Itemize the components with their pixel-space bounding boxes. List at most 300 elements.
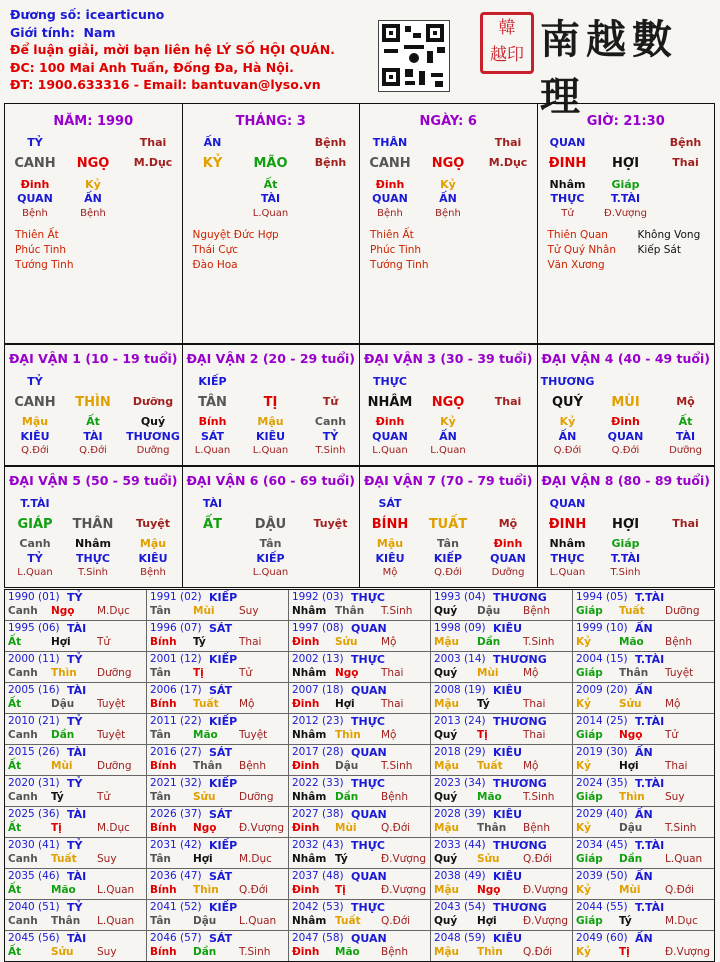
year-god: KIÊU bbox=[493, 932, 523, 945]
year-state: Bệnh bbox=[665, 636, 692, 648]
pillar-value: NGỌ bbox=[76, 156, 110, 171]
year-stem: Bính bbox=[150, 884, 177, 896]
year-branch: Dậu bbox=[335, 760, 359, 772]
year-cell[interactable] bbox=[147, 621, 289, 651]
year-cell[interactable] bbox=[5, 745, 147, 775]
year-label: 2031 (42) bbox=[150, 839, 202, 851]
gender: Giới tính: Nam bbox=[10, 24, 116, 40]
year-god: THỰC bbox=[351, 591, 385, 604]
year-stem: Nhâm bbox=[292, 729, 327, 741]
pillar-value: Tử bbox=[561, 208, 574, 219]
year-stem: Mậu bbox=[434, 698, 460, 710]
year-cell[interactable] bbox=[5, 683, 147, 713]
year-state: Q.Đới bbox=[665, 884, 695, 896]
year-stem: Giáp bbox=[576, 605, 603, 617]
year-branch: Tý bbox=[51, 791, 64, 803]
year-stem: Giáp bbox=[576, 915, 603, 927]
year-god: QUAN bbox=[351, 622, 387, 635]
dai-van-god: T.TÀI bbox=[20, 497, 50, 510]
year-cell[interactable] bbox=[5, 776, 147, 806]
year-cell[interactable] bbox=[147, 931, 289, 961]
year-branch: Tuất bbox=[477, 760, 503, 772]
dai-van-value: L.Quan bbox=[252, 567, 289, 578]
pillar-title: THÁNG: 3 bbox=[235, 114, 306, 129]
dai-van-value: Kỷ bbox=[559, 415, 576, 428]
year-branch: Tị bbox=[619, 946, 630, 958]
dai-van-title: ĐẠI VẬN 3 (30 - 39 tuổi) bbox=[363, 351, 533, 366]
year-stem: Canh bbox=[8, 667, 38, 679]
dai-van-value: Q.Đới bbox=[611, 445, 640, 456]
year-label: 2020 (31) bbox=[8, 777, 60, 789]
year-cell[interactable] bbox=[431, 900, 573, 930]
year-state: Tử bbox=[665, 729, 679, 741]
dai-van-title: ĐẠI VẬN 6 (60 - 69 tuổi) bbox=[186, 473, 356, 488]
year-state: Suy bbox=[665, 791, 685, 803]
year-cell[interactable] bbox=[573, 869, 714, 899]
year-state: Q.Đới bbox=[239, 884, 269, 896]
year-branch: Hợi bbox=[335, 698, 355, 710]
year-label: 2001 (12) bbox=[150, 653, 202, 665]
extra-star: Không Vong bbox=[637, 229, 701, 241]
year-label: 2046 (57) bbox=[150, 932, 202, 944]
year-cell[interactable] bbox=[5, 714, 147, 744]
year-branch: Mùi bbox=[477, 667, 499, 679]
year-cell[interactable] bbox=[289, 776, 431, 806]
seal-stamp-icon: 韓 越印 bbox=[480, 12, 534, 74]
phone-email: ĐT: 1900.633316 - Email: bantuvan@lyso.vn bbox=[10, 77, 321, 92]
year-cell[interactable] bbox=[431, 590, 573, 620]
pillar-cell bbox=[5, 104, 183, 343]
year-stem: Đinh bbox=[292, 946, 320, 958]
year-label: 2041 (52) bbox=[150, 901, 202, 913]
year-cell[interactable] bbox=[573, 838, 714, 868]
year-branch: Dậu bbox=[51, 698, 75, 710]
year-label: 2016 (27) bbox=[150, 746, 202, 758]
year-cell[interactable] bbox=[431, 745, 573, 775]
year-state: T.Sinh bbox=[239, 946, 271, 958]
year-cell[interactable] bbox=[5, 807, 147, 837]
year-label: 2018 (29) bbox=[434, 746, 486, 758]
year-label: 2039 (50) bbox=[576, 870, 628, 882]
year-cell[interactable] bbox=[431, 807, 573, 837]
extra-star: Thiên Ất bbox=[15, 229, 59, 241]
pillar-value: Bệnh bbox=[377, 208, 403, 219]
year-cell[interactable] bbox=[289, 652, 431, 682]
year-state: Q.Đới bbox=[523, 853, 553, 865]
year-state: T.Sinh bbox=[523, 636, 555, 648]
dai-van-title: ĐẠI VẬN 5 (50 - 59 tuổi) bbox=[8, 473, 178, 488]
year-cell[interactable] bbox=[431, 621, 573, 651]
year-label: 2025 (36) bbox=[8, 808, 60, 820]
dai-van-value: Bính bbox=[198, 415, 227, 428]
dai-van-value: QUAN bbox=[490, 552, 526, 565]
pillar-title: NGÀY: 6 bbox=[419, 114, 477, 129]
year-label: 2002 (13) bbox=[292, 653, 344, 665]
year-god: TỶ bbox=[67, 901, 83, 914]
year-god: THỰC bbox=[351, 715, 385, 728]
year-label: 2043 (54) bbox=[434, 901, 486, 913]
dai-van-value: Tân bbox=[437, 537, 459, 550]
year-stem: Canh bbox=[8, 915, 38, 927]
year-state: Q.Đới bbox=[523, 946, 553, 958]
year-cell[interactable] bbox=[431, 838, 573, 868]
year-state: Đ.Vượng bbox=[665, 946, 711, 958]
dai-van-value: ẤN bbox=[558, 430, 577, 443]
pillar-extras bbox=[548, 228, 616, 273]
pillar-extras bbox=[370, 228, 428, 273]
year-state: Thai bbox=[381, 698, 404, 710]
dai-van-title: ĐẠI VẬN 7 (70 - 79 tuổi) bbox=[363, 473, 533, 488]
dai-van-value: Mậu bbox=[257, 415, 284, 428]
dai-van-value: KIÊU bbox=[375, 552, 405, 565]
year-branch: Mão bbox=[477, 791, 502, 803]
year-god: T.TÀI bbox=[635, 901, 665, 914]
year-state: T.Sinh bbox=[523, 791, 555, 803]
year-stem: Ất bbox=[8, 698, 22, 710]
pillar-value: Giáp bbox=[611, 178, 640, 191]
year-cell[interactable] bbox=[431, 776, 573, 806]
dai-van-value: Nhâm bbox=[549, 537, 586, 550]
year-state: Bệnh bbox=[239, 760, 266, 772]
year-stem: Ất bbox=[8, 822, 22, 834]
year-cell[interactable] bbox=[147, 776, 289, 806]
dai-van-value: Q.Đới bbox=[434, 567, 462, 578]
year-cell[interactable] bbox=[147, 652, 289, 682]
year-state: Tuyệt bbox=[239, 729, 268, 741]
year-god: ẤN bbox=[635, 808, 653, 821]
year-stem: Bính bbox=[150, 698, 177, 710]
dai-van-god: SÁT bbox=[378, 497, 402, 510]
year-label: 2006 (17) bbox=[150, 684, 202, 696]
year-branch: Dậu bbox=[477, 605, 501, 617]
extra-star: Tử Quý Nhân bbox=[547, 244, 616, 256]
pillar-value: QUAN bbox=[372, 192, 408, 205]
year-cell[interactable] bbox=[147, 838, 289, 868]
pillar-value: QUAN bbox=[549, 136, 586, 149]
pillar-cell bbox=[360, 104, 538, 343]
year-state: L.Quan bbox=[665, 853, 703, 865]
pillar-value: ĐINH bbox=[548, 156, 587, 171]
year-stem: Đinh bbox=[292, 884, 320, 896]
year-state: Tuyệt bbox=[97, 698, 126, 710]
year-cell[interactable] bbox=[573, 714, 714, 744]
year-state: Suy bbox=[97, 853, 117, 865]
dai-van-value: QUAN bbox=[607, 430, 644, 443]
dai-van-value: Thai bbox=[494, 395, 522, 408]
year-cell[interactable] bbox=[5, 652, 147, 682]
year-cell[interactable] bbox=[147, 714, 289, 744]
pillar-value: Bệnh bbox=[669, 136, 702, 149]
year-god: KIÊU bbox=[493, 870, 523, 883]
dai-van-value: KIẾP bbox=[256, 552, 285, 565]
year-branch: Tý bbox=[477, 698, 490, 710]
dai-van-row bbox=[4, 466, 715, 588]
year-stem: Tân bbox=[150, 915, 171, 927]
year-cell[interactable] bbox=[147, 683, 289, 713]
year-state: Dưỡng bbox=[665, 605, 700, 617]
year-cell[interactable] bbox=[431, 683, 573, 713]
pillar-cell bbox=[183, 104, 361, 343]
year-god: TÀI bbox=[67, 622, 87, 635]
year-god: THỰC bbox=[351, 839, 385, 852]
dai-van-god: KIẾP bbox=[198, 375, 227, 388]
dai-van-value: Dưỡng bbox=[491, 567, 525, 578]
dai-van-cell bbox=[183, 467, 361, 587]
year-state: Bệnh bbox=[381, 791, 408, 803]
dai-van-value: Giáp bbox=[611, 537, 640, 550]
year-cell[interactable] bbox=[147, 900, 289, 930]
dai-van-cell bbox=[360, 345, 538, 465]
year-cell[interactable] bbox=[573, 652, 714, 682]
year-state: L.Quan bbox=[97, 884, 135, 896]
pillar-value: Thai bbox=[139, 136, 167, 149]
year-cell[interactable] bbox=[431, 714, 573, 744]
year-branch: Thân bbox=[335, 605, 365, 617]
dai-van-cell bbox=[360, 467, 538, 587]
pillar-value: M.Dục bbox=[488, 156, 528, 169]
dai-van-value: Mộ bbox=[676, 395, 695, 408]
qr-code-icon[interactable] bbox=[378, 20, 450, 92]
year-state: Tuyệt bbox=[97, 729, 126, 741]
year-god: THỰC bbox=[351, 653, 385, 666]
year-branch: Thân bbox=[51, 915, 81, 927]
year-cell[interactable] bbox=[289, 621, 431, 651]
year-label: 2007 (18) bbox=[292, 684, 344, 696]
year-label: 2026 (37) bbox=[150, 808, 202, 820]
pillar-value: Nhâm bbox=[549, 178, 586, 191]
pillar-value: Ất bbox=[263, 178, 278, 191]
year-state: Bệnh bbox=[523, 822, 550, 834]
year-label: 2024 (35) bbox=[576, 777, 628, 789]
year-cell[interactable] bbox=[573, 900, 714, 930]
year-cell[interactable] bbox=[147, 590, 289, 620]
year-god: THƯƠNG bbox=[493, 839, 547, 852]
year-label: 2027 (38) bbox=[292, 808, 344, 820]
dai-van-value: GIÁP bbox=[17, 517, 53, 532]
year-cell[interactable] bbox=[289, 714, 431, 744]
year-branch: Tý bbox=[193, 636, 206, 648]
year-stem: Ất bbox=[8, 884, 22, 896]
pillar-value: Kỷ bbox=[85, 178, 101, 191]
year-god: ẤN bbox=[635, 870, 653, 883]
table-row bbox=[5, 807, 714, 838]
extra-star: Thiên Quan bbox=[547, 229, 608, 241]
year-stem: Mậu bbox=[434, 760, 460, 772]
year-label: 2044 (55) bbox=[576, 901, 628, 913]
year-stem: Đinh bbox=[292, 822, 320, 834]
year-branch: Ngọ bbox=[477, 884, 501, 896]
year-god: THƯƠNG bbox=[493, 653, 547, 666]
year-stem: Kỷ bbox=[576, 822, 591, 834]
year-label: 2035 (46) bbox=[8, 870, 60, 882]
dai-van-cell bbox=[538, 467, 715, 587]
dai-van-god: THỰC bbox=[373, 375, 407, 388]
year-cell[interactable] bbox=[147, 869, 289, 899]
year-god: THƯƠNG bbox=[493, 591, 547, 604]
year-cell[interactable] bbox=[573, 745, 714, 775]
year-branch: Tị bbox=[193, 667, 204, 679]
year-stem: Kỷ bbox=[576, 698, 591, 710]
year-cell[interactable] bbox=[289, 745, 431, 775]
year-stem: Quý bbox=[434, 729, 458, 741]
year-stem: Mậu bbox=[434, 822, 460, 834]
year-god: SÁT bbox=[209, 746, 233, 759]
year-god: KIẾP bbox=[209, 653, 238, 666]
dai-van-value: Mộ bbox=[498, 517, 518, 530]
year-branch: Sửu bbox=[335, 636, 358, 648]
year-label: 2017 (28) bbox=[292, 746, 344, 758]
year-cell[interactable] bbox=[289, 869, 431, 899]
dai-van-value: ẤN bbox=[439, 430, 457, 443]
dai-van-value: T.Sinh bbox=[315, 445, 346, 456]
year-branch: Ngọ bbox=[193, 822, 217, 834]
year-cell[interactable] bbox=[431, 869, 573, 899]
year-cell[interactable] bbox=[5, 621, 147, 651]
dai-van-title: ĐẠI VẬN 2 (20 - 29 tuổi) bbox=[186, 351, 356, 366]
year-cell[interactable] bbox=[573, 590, 714, 620]
pillar-title: NĂM: 1990 bbox=[53, 114, 134, 129]
year-cell[interactable] bbox=[573, 776, 714, 806]
year-cell[interactable] bbox=[289, 838, 431, 868]
year-state: Đ.Vượng bbox=[523, 884, 569, 896]
pillar-value: HỢI bbox=[611, 156, 640, 171]
dai-van-value: TUẤT bbox=[428, 517, 468, 532]
year-cell[interactable] bbox=[5, 869, 147, 899]
year-god: THỰC bbox=[351, 901, 385, 914]
year-stem: Canh bbox=[8, 605, 38, 617]
dai-van-god: THƯƠNG bbox=[540, 375, 595, 388]
year-cell[interactable] bbox=[573, 931, 714, 961]
year-stem: Nhâm bbox=[292, 853, 327, 865]
year-branch: Thân bbox=[477, 822, 507, 834]
year-branch: Tuất bbox=[619, 605, 645, 617]
year-cell[interactable] bbox=[5, 590, 147, 620]
year-state: Tử bbox=[97, 791, 111, 803]
year-cell[interactable] bbox=[573, 621, 714, 651]
year-stem: Nhâm bbox=[292, 791, 327, 803]
year-cell[interactable] bbox=[289, 931, 431, 961]
pillar-value: Bệnh bbox=[22, 208, 48, 219]
year-branch: Mão bbox=[51, 884, 76, 896]
year-god: QUAN bbox=[351, 932, 387, 945]
year-label: 2003 (14) bbox=[434, 653, 486, 665]
pillar-title: GIỜ: 21:30 bbox=[586, 114, 665, 129]
year-branch: Tý bbox=[619, 915, 632, 927]
year-cell[interactable] bbox=[147, 745, 289, 775]
pillar-cell bbox=[538, 104, 715, 343]
year-god: KIÊU bbox=[493, 746, 523, 759]
year-cell[interactable] bbox=[289, 807, 431, 837]
year-god: QUAN bbox=[351, 808, 387, 821]
dai-van-value: QUAN bbox=[372, 430, 408, 443]
year-state: Thai bbox=[381, 667, 404, 679]
pillar-value: T.TÀI bbox=[610, 192, 641, 205]
dai-van-value: Kỷ bbox=[440, 415, 456, 428]
pillar-value: CANH bbox=[369, 156, 411, 171]
year-state: Mộ bbox=[523, 760, 539, 772]
dai-van-value: Tuyệt bbox=[135, 517, 170, 530]
year-state: T.Sinh bbox=[665, 822, 697, 834]
dai-van-value: Dưỡng bbox=[669, 445, 702, 456]
owner-name: Đương số: icearticuno bbox=[10, 7, 165, 22]
year-label: 2022 (33) bbox=[292, 777, 344, 789]
year-cell[interactable] bbox=[5, 838, 147, 868]
dai-van-value: THƯƠNG bbox=[126, 430, 180, 443]
year-label: 2042 (53) bbox=[292, 901, 344, 913]
dai-van-value: KIÊU bbox=[138, 552, 168, 565]
dai-van-value: Tân bbox=[259, 537, 282, 550]
year-god: KIÊU bbox=[493, 622, 523, 635]
year-god: TỶ bbox=[67, 839, 83, 852]
year-label: 2048 (59) bbox=[434, 932, 486, 944]
year-cell[interactable] bbox=[5, 931, 147, 961]
year-god: TÀI bbox=[67, 808, 87, 821]
year-cell[interactable] bbox=[289, 590, 431, 620]
pillar-value: Thai bbox=[672, 156, 699, 169]
table-row bbox=[5, 869, 714, 900]
year-branch: Hợi bbox=[193, 853, 213, 865]
header-info bbox=[10, 6, 335, 94]
year-branch: Thân bbox=[193, 760, 223, 772]
year-god: TÀI bbox=[67, 746, 87, 759]
year-cell[interactable] bbox=[147, 807, 289, 837]
dai-van-value: TỊ bbox=[263, 395, 278, 410]
table-row bbox=[5, 714, 714, 745]
dai-van-value: SÁT bbox=[200, 430, 225, 443]
year-cell[interactable] bbox=[289, 683, 431, 713]
year-state: Mộ bbox=[381, 636, 397, 648]
year-god: TỶ bbox=[67, 777, 83, 790]
year-god: KIẾP bbox=[209, 715, 238, 728]
dai-van-value: Dưỡng bbox=[136, 445, 170, 456]
year-cell[interactable] bbox=[431, 652, 573, 682]
year-state: Tử bbox=[97, 636, 111, 648]
year-label: 2008 (19) bbox=[434, 684, 486, 696]
pillar-value: Bệnh bbox=[80, 208, 106, 219]
year-god: T.TÀI bbox=[635, 715, 665, 728]
year-god: KIẾP bbox=[209, 777, 238, 790]
year-cell[interactable] bbox=[5, 900, 147, 930]
year-cell[interactable] bbox=[431, 931, 573, 961]
year-branch: Dần bbox=[51, 729, 75, 741]
pillar-value: Đ.Vượng bbox=[604, 208, 647, 219]
year-state: Bệnh bbox=[523, 605, 550, 617]
dai-van-value: QUÝ bbox=[551, 395, 584, 410]
dai-van-value: CANH bbox=[14, 395, 56, 410]
dai-van-value: T.TÀI bbox=[610, 552, 641, 565]
pillar-value: Đinh bbox=[375, 178, 405, 191]
year-cell[interactable] bbox=[289, 900, 431, 930]
pillar-value: NGỌ bbox=[431, 156, 465, 171]
dai-van-row bbox=[4, 344, 715, 466]
year-state: T.Sinh bbox=[381, 760, 413, 772]
extra-star: Văn Xương bbox=[547, 259, 605, 271]
year-label: 2049 (60) bbox=[576, 932, 628, 944]
year-label: 2045 (56) bbox=[8, 932, 60, 944]
pillar-value: Bệnh bbox=[314, 136, 347, 149]
dai-van-value: THÂN bbox=[72, 517, 114, 532]
dai-van-value: Q.Đới bbox=[553, 445, 582, 456]
dai-van-value: L.Quan bbox=[372, 445, 408, 456]
year-state: Mộ bbox=[381, 729, 397, 741]
dai-van-value: NHÂM bbox=[367, 395, 413, 410]
year-god: ẤN bbox=[635, 746, 653, 759]
dai-van-cell bbox=[538, 345, 715, 465]
year-cell[interactable] bbox=[573, 683, 714, 713]
year-cell[interactable] bbox=[573, 807, 714, 837]
year-god: QUAN bbox=[351, 684, 387, 697]
year-god: T.TÀI bbox=[635, 653, 665, 666]
